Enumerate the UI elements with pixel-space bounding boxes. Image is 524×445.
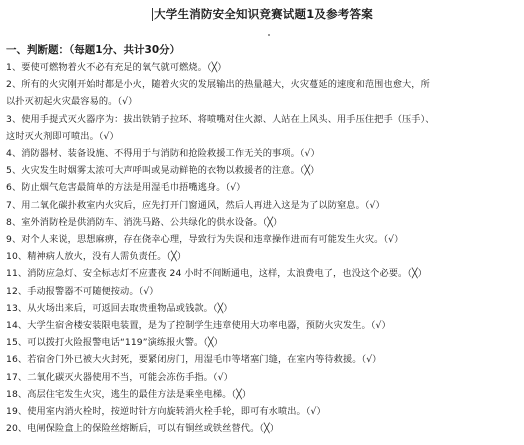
question-text: 高层住宅发生火灾，逃生的最佳方法是乘坐电梯。（╳） <box>27 388 252 400</box>
question-item <box>6 231 520 248</box>
question-item <box>6 403 520 420</box>
question-number: 5、 <box>6 165 22 177</box>
question-item <box>6 59 520 76</box>
question-number: 12、 <box>6 285 28 297</box>
question-text: 使用手提式灭火器序为：拔出铁销子拉环、将喷嘴对住火源、人站在上风头、用手压住把手（压手）、 <box>21 113 435 125</box>
question-number: 18、 <box>6 388 28 400</box>
question-text: 对个人来说，思想麻痹，存在侥幸心理，导致行为失误和违章操作进而有可能发生火灾。（√） <box>21 234 404 246</box>
question-number: 13、 <box>6 302 28 314</box>
question-item <box>6 145 520 162</box>
question-text: 防止烟气危害最简单的方法是用湿毛巾捂嘴逃身。（√） <box>21 182 246 194</box>
title-text: 大学生消防安全知识竞赛试题1及参考答案 <box>154 7 373 21</box>
question-number: 14、 <box>6 320 28 332</box>
question-number: 6、 <box>6 182 22 194</box>
question-text: 电闸保险盒上的保险丝熔断后，可以有铜丝或铁丝替代。（╳） <box>27 423 279 435</box>
question-text: 以扑灭初起火灾最容易的。（√） <box>6 96 138 108</box>
question-number: 9、 <box>6 234 22 246</box>
question-number: 15、 <box>6 337 28 349</box>
question-item <box>6 300 520 317</box>
paragraph-mark <box>268 34 270 36</box>
question-item <box>6 76 520 93</box>
question-number: 19、 <box>6 406 28 418</box>
question-text: 大学生宿舍楼安装限电装置，是为了控制学生违章使用大功率电器，预防火灾发生。（√） <box>27 320 391 332</box>
question-item <box>6 317 520 334</box>
question-text: 消防应急灯、安全标志灯不应晝夜 24 小时不间断通电，这样，太浪费电了，也没这个必要。（╳） <box>27 268 427 280</box>
question-text: 用二氧化碳扑救室内火灾后，应先打开门窗通风，然后人再进入这是为了以防窒息。（√） <box>21 199 385 211</box>
question-number: 7、 <box>6 199 22 211</box>
question-item <box>6 111 520 128</box>
question-number: 17、 <box>6 371 28 383</box>
question-number: 20、 <box>6 423 28 435</box>
question-item-continuation <box>6 128 520 145</box>
question-text: 消防器材、装备设施、不得用于与消防和抢险救援工作无关的事项。（√） <box>21 148 320 160</box>
text-cursor <box>152 8 153 21</box>
question-number: 2、 <box>6 79 22 91</box>
question-text: 精神病人放火，没有人需负责任。（╳） <box>27 251 187 263</box>
question-number: 10、 <box>6 251 28 263</box>
question-item <box>6 283 520 300</box>
question-item <box>6 214 520 231</box>
question-text: 要使可燃物着火不必有充足的氧气就可燃烧。（╳） <box>21 62 227 73</box>
question-number: 8、 <box>6 216 22 228</box>
question-item <box>6 420 520 437</box>
question-text: 从火场出来后，可返回去取贵重物品或钱款。（╳） <box>27 302 233 314</box>
question-item <box>6 386 520 403</box>
question-text: 可以拨打火险报警电话“119”演练报火警。（╳） <box>27 337 223 349</box>
question-item <box>6 248 520 265</box>
question-text: 这时灭火剂即可喷出。（√） <box>6 130 119 142</box>
question-text: 手动报警器不可随便按动。（√） <box>27 285 159 297</box>
question-item <box>6 265 520 282</box>
question-item <box>6 351 520 368</box>
question-item <box>6 162 520 179</box>
question-number: 16、 <box>6 354 28 366</box>
question-number: 3、 <box>6 113 22 125</box>
section-heading: 一、判断题：（每题1分、共计30分） <box>6 44 181 56</box>
question-number: 1、 <box>6 62 22 73</box>
question-text: 使用室内消火栓时，按逆时针方向旋转消火栓手轮，即可有水喷出。（√） <box>27 406 326 418</box>
question-item <box>6 334 520 351</box>
question-list <box>6 59 520 437</box>
document-title <box>0 6 524 22</box>
question-item <box>6 369 520 386</box>
question-item-continuation <box>6 93 520 110</box>
question-text: 二氧化碳灭火器使用不当，可能会冻伤手指。（√） <box>27 371 233 383</box>
question-item <box>6 179 520 196</box>
question-text: 若宿舍门外已被大火封死，要紧闭房门，用湿毛巾等堵塞门缝，在室内等待救援。（√） <box>27 354 382 366</box>
question-text: 所有的火灾刚开始时都是小火，随着火灾的发展输出的热量越大，火灾蔓延的速度和范围也愈大，所 <box>21 79 430 91</box>
question-number: 4、 <box>6 148 22 160</box>
question-number: 11、 <box>6 268 28 280</box>
question-text: 室外消防栓是供消防车、消洗马路、公共绿化的供水设备。（╳） <box>21 216 283 228</box>
question-text: 火灾发生时烟雾太浓可大声呼叫或晃动鲜艳的衣物以救援者的注意。（╳） <box>21 165 320 177</box>
question-item <box>6 197 520 214</box>
